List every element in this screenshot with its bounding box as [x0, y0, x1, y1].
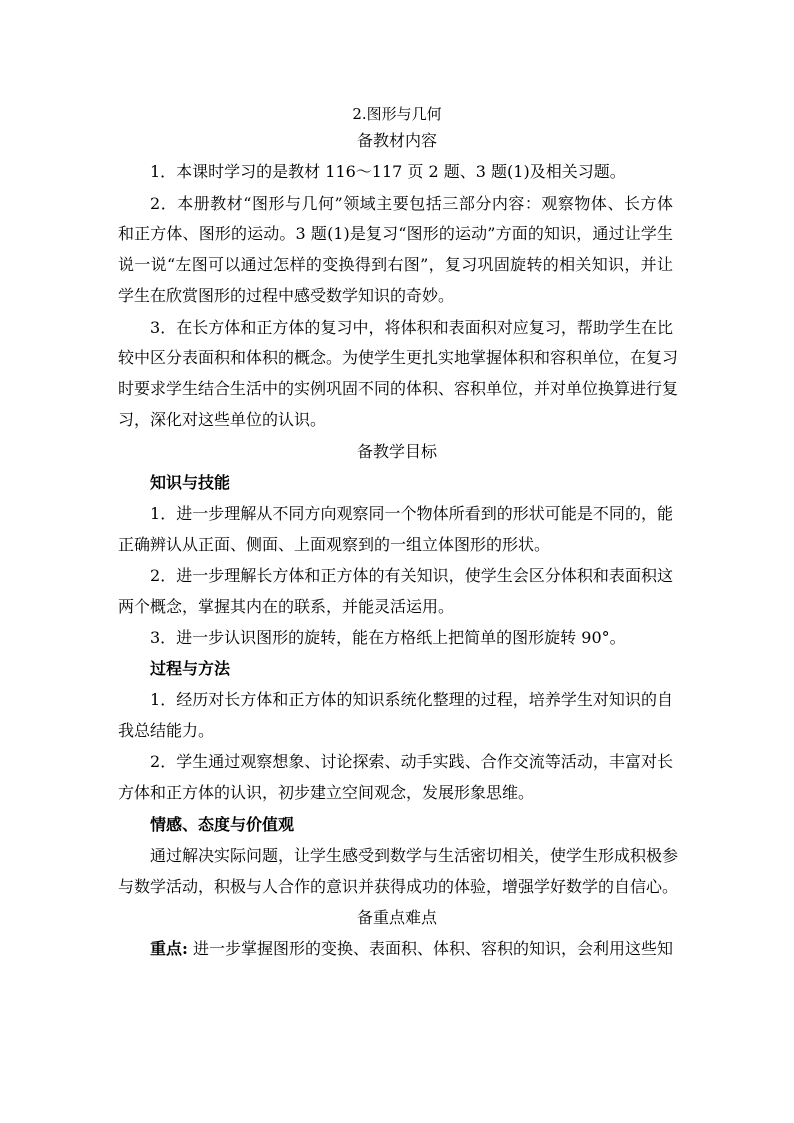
section-heading-materials: 备教材内容	[356, 131, 437, 150]
paragraph-line: 正确辨认从正面、侧面、上面观察到的一组立体图形的形状。	[118, 535, 551, 554]
paragraph-line: 2．进一步理解长方体和正方体的有关知识，使学生会区分体积和表面积这	[150, 566, 673, 585]
paragraph-line: 较中区分表面积和体积的概念。为使学生更扎实地掌握体积和容积单位，在复习	[118, 348, 679, 367]
paragraph-line: 我总结能力。	[118, 721, 215, 740]
subheading-process-method: 过程与方法	[150, 659, 231, 678]
paragraph-line: 3．进一步认识图形的旋转，能在方格纸上把简单的图形旋转 90°。	[150, 628, 626, 647]
document-title: 2.图形与几何	[352, 105, 442, 123]
paragraph-line: 2．本册教材“图形与几何”领域主要包括三部分内容：观察物体、长方体	[150, 194, 673, 213]
paragraph-line: 通过解决实际问题，让学生感受到数学与生活密切相关，使学生形成积极参	[150, 846, 679, 865]
paragraph-line: 时要求学生结合生活中的实例巩固不同的体积、容积单位，并对单位换算进行复	[118, 379, 679, 398]
key-point-line	[150, 939, 673, 959]
paragraph-line: 1．本课时学习的是教材 116～117 页 2 题、3 题(1)及相关习题。	[150, 162, 626, 181]
paragraph-line: 和正方体、图形的运动。3 题(1)是复习“图形的运动”方面的知识，通过让学生	[118, 224, 673, 243]
paragraph-line: 1．经历对长方体和正方体的知识系统化整理的过程，培养学生对知识的自	[150, 690, 673, 709]
section-heading-key-points: 备重点难点	[356, 908, 437, 927]
subheading-knowledge-skills: 知识与技能	[150, 473, 231, 492]
paragraph-line: 说一说“左图可以通过怎样的变换得到右图”，复习巩固旋转的相关知识，并让	[118, 255, 673, 274]
key-point-text: 进一步掌握图形的变换、表面积、体积、容积的知识，会利用这些知	[187, 939, 674, 958]
paragraph-line: 习，深化对这些单位的认识。	[118, 410, 327, 429]
paragraph-line: 2．学生通过观察想象、讨论探索、动手实践、合作交流等活动，丰富对长	[150, 752, 673, 771]
paragraph-line: 方体和正方体的认识，初步建立空间观念，发展形象思维。	[118, 783, 535, 802]
paragraph-line: 两个概念，掌握其内在的联系，并能灵活运用。	[118, 597, 455, 616]
paragraph-line: 3．在长方体和正方体的复习中，将体积和表面积对应复习，帮助学生在比	[150, 318, 673, 337]
subheading-attitudes-values: 情感、态度与价值观	[150, 815, 295, 834]
paragraph-line: 学生在欣赏图形的过程中感受数学知识的奇妙。	[118, 286, 455, 305]
paragraph-line: 1．进一步理解从不同方向观察同一个物体所看到的形状可能是不同的，能	[150, 504, 673, 523]
section-heading-objectives: 备教学目标	[356, 442, 437, 461]
paragraph-line: 与数学活动，积极与人合作的意识并获得成功的体验，增强学好数学的自信心。	[118, 877, 679, 896]
key-point-label: 重点:	[150, 939, 188, 958]
